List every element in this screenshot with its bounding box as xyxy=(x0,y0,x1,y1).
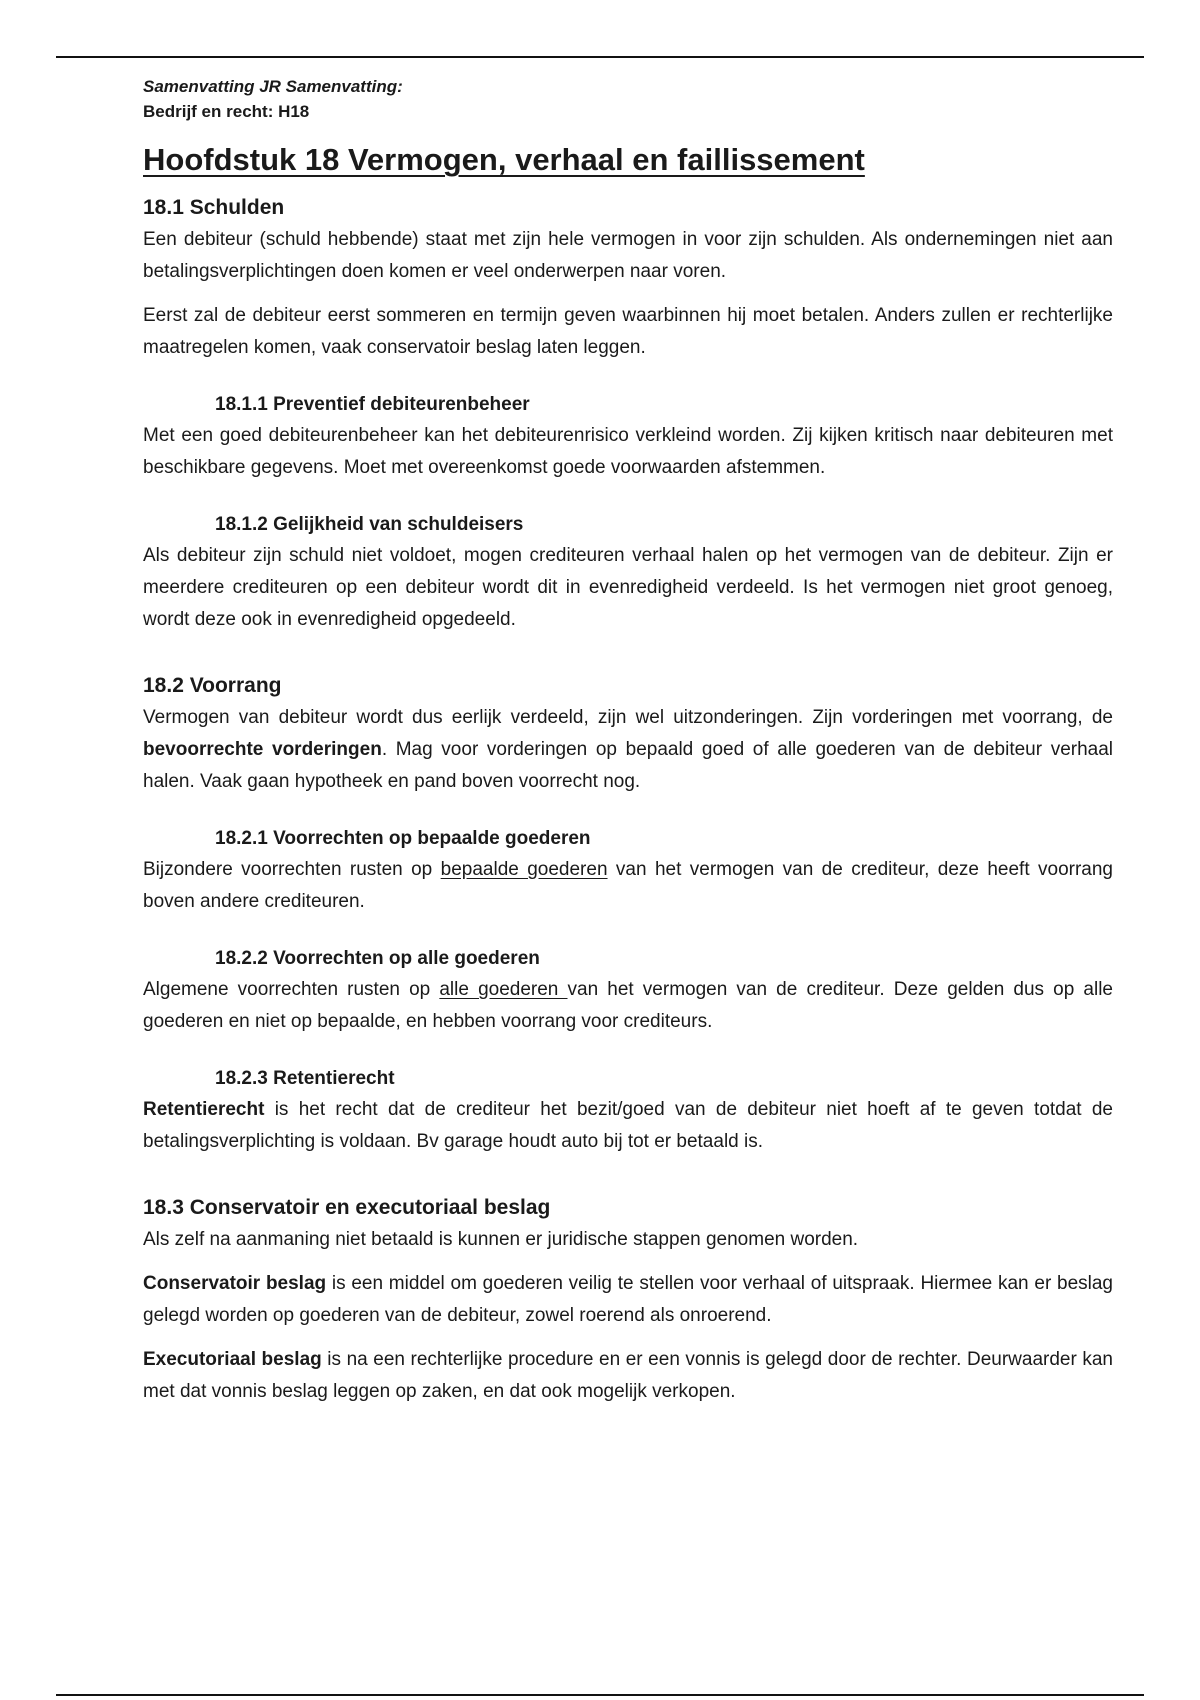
bottom-rule xyxy=(56,1694,1144,1696)
section-18-1-heading: 18.1 Schulden xyxy=(143,196,285,219)
section-18-2-paragraph: Vermogen van debiteur wordt dus eerlijk verdeeld, zijn wel uitzonderingen. Zijn vorderingen met voorrang, de bevoorrechte vorderingen. Mag voor vorderingen op bepaald goed of alle goederen van de debiteur verhaal halen. Vaak gaan hypotheek en pand boven voorrecht nog. xyxy=(143,707,1114,792)
underlined-alle-goederen: alle goederen xyxy=(439,979,568,1000)
section-18-2-1-paragraph: Bijzondere voorrechten rusten op bepaalde goederen van het vermogen van de crediteur, deze heeft voorrang boven andere crediteuren. xyxy=(143,859,1113,912)
section-18-1-2-heading: 18.1.2 Gelijkheid van schuldeisers xyxy=(215,514,524,535)
underlined-bepaalde-goederen: bepaalde goederen xyxy=(440,859,608,880)
section-18-2-3-paragraph: Retentierecht is het recht dat de crediteur het bezit/goed van de debiteur niet hoeft af te geven totdat de betalingsverplichting is voldaan. Bv garage houdt auto bij tot er betaald is. xyxy=(143,1099,1113,1152)
section-18-2-heading: 18.2 Voorrang xyxy=(143,674,282,697)
doc-header-line1: Samenvatting JR Samenvatting: xyxy=(143,77,403,96)
section-18-1-1-heading: 18.1.1 Preventief debiteurenbeheer xyxy=(215,394,530,415)
chapter-title: Hoofdstuk 18 Vermogen, verhaal en faillissement xyxy=(143,142,865,177)
section-18-1-paragraph-2: Eerst zal de debiteur eerst sommeren en termijn geven waarbinnen hij moet betalen. Anders zullen er rechterlijke maatregelen komen, vaak conservatoir beslag laten leggen. xyxy=(143,305,1113,358)
top-rule xyxy=(56,56,1144,58)
section-18-2-1-heading: 18.2.1 Voorrechten op bepaalde goederen xyxy=(215,828,591,849)
section-18-2-2-paragraph: Algemene voorrechten rusten op alle goederen van het vermogen van de crediteur. Deze gelden dus op alle goederen en niet op bepaalde, en hebben voorrang voor crediteurs. xyxy=(143,979,1114,1032)
term-conservatoir-beslag: Conservatoir beslag xyxy=(143,1273,327,1294)
term-executoriaal-beslag: Executoriaal beslag xyxy=(143,1349,322,1370)
section-18-2-2-heading: 18.2.2 Voorrechten op alle goederen xyxy=(215,948,540,969)
section-18-3-paragraph-1: Als zelf na aanmaning niet betaald is kunnen er juridische stappen genomen worden. xyxy=(143,1229,859,1250)
term-bevoorrechte-vorderingen: bevoorrechte vorderingen xyxy=(143,739,382,760)
section-18-2-3-heading: 18.2.3 Retentierecht xyxy=(215,1068,395,1089)
section-18-1-paragraph-1: Een debiteur (schuld hebbende) staat met zijn hele vermogen in voor zijn schulden. Als ondernemingen niet aan betalingsverplichtingen doen komen er veel onderwerpen naar voren. xyxy=(143,229,1113,282)
section-18-3-paragraph-2: Conservatoir beslag is een middel om goederen veilig te stellen voor verhaal of uitspraak. Hiermee kan er beslag gelegd worden op goederen van de debiteur, zowel roerend als onroerend. xyxy=(143,1273,1113,1326)
document-page xyxy=(143,74,1113,1420)
doc-header-line2: Bedrijf en recht: H18 xyxy=(143,102,310,121)
section-18-1-2-paragraph: Als debiteur zijn schuld niet voldoet, mogen crediteuren verhaal halen op het vermogen van de debiteur. Zijn er meerdere crediteuren op een debiteur wordt dit in evenredigheid verdeeld. Is het vermogen niet groot genoeg, wordt deze ook in evenredigheid opgedeeld. xyxy=(143,545,1113,630)
term-retentierecht: Retentierecht xyxy=(143,1099,265,1120)
section-18-3-heading: 18.3 Conservatoir en executoriaal beslag xyxy=(143,1196,551,1219)
section-18-1-1-paragraph: Met een goed debiteurenbeheer kan het debiteurenrisico verkleind worden. Zij kijken kritisch naar debiteuren met beschikbare gegevens. Moet met overeenkomst goede voorwaarden afstemmen. xyxy=(143,425,1113,478)
section-18-3-paragraph-3: Executoriaal beslag is na een rechterlijke procedure en er een vonnis is gelegd door de rechter. Deurwaarder kan met dat vonnis beslag leggen op zaken, en dat ook mogelijk verkopen. xyxy=(143,1349,1113,1402)
